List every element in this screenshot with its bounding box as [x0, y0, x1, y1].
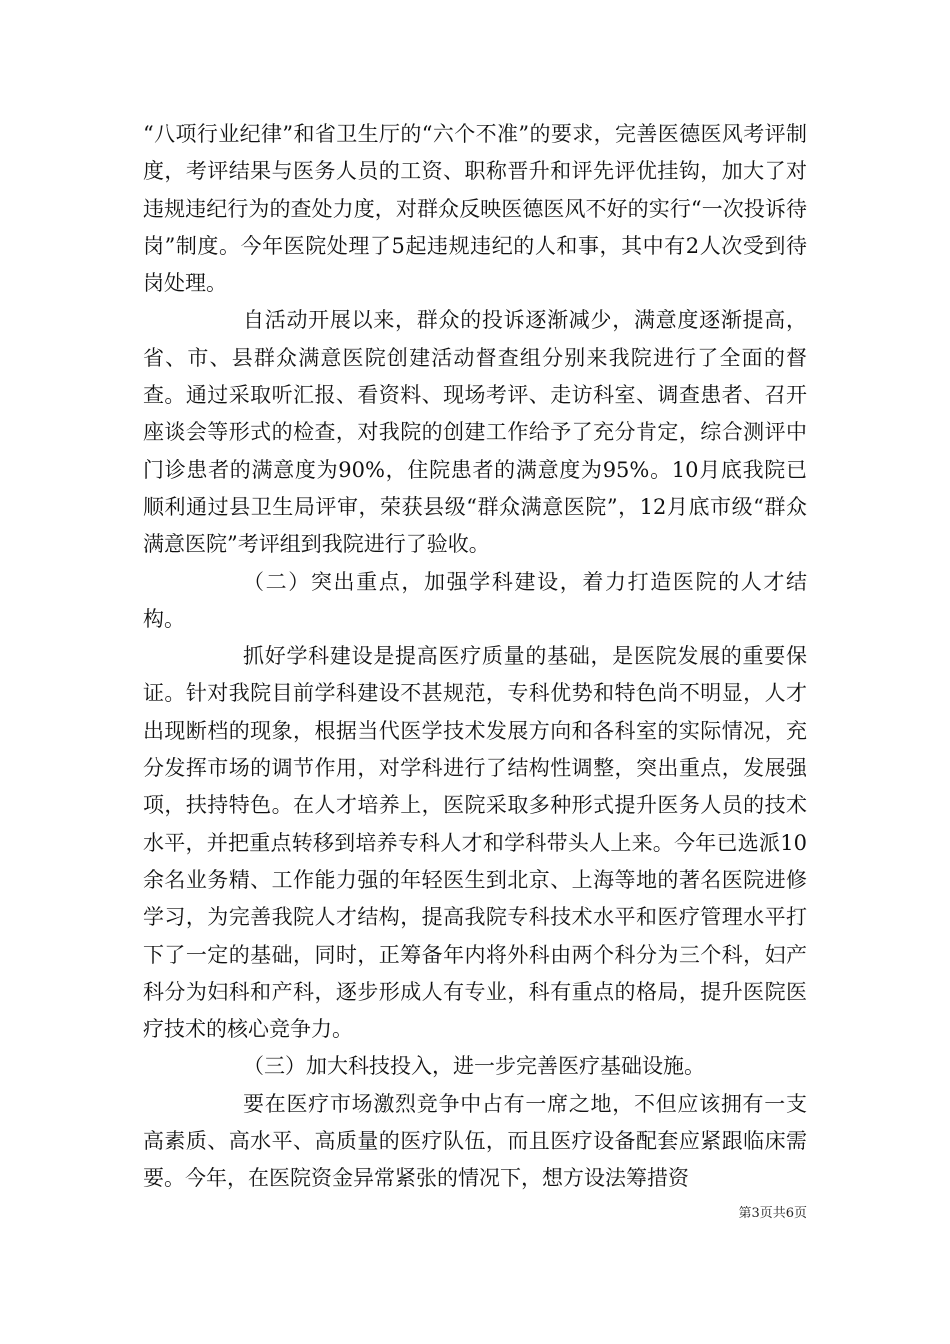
body-paragraph-3: 抓好学科建设是提高医疗质量的基础，是医院发展的重要保证。针对我院目前学科建设不甚规范，专科优势和特色尚不明显，人才出现断档的现象，根据当代医学技术发展方向和各科室的实际情况，充分发挥市场的调节作用，对学科进行了结构性调整，突出重点，发展强项，扶持特色。在人才培养上，医院采取多种形式提升医务人员的技术水平，并把重点转移到培养专科人才和学科带头人上来。今年已选派10余名业务精、工作能力强的年轻医生到北京、上海等地的著名医院进修学习，为完善我院人才结构，提高我院专科技术水平和医疗管理水平打下了一定的基础，同时，正筹备年内将外科由两个科分为三个科，妇产科分为妇科和产科，逐步形成人有专业，科有重点的格局，提升医院医疗技术的核心竞争力。 — [143, 644, 807, 1042]
section-heading-2: （二）突出重点，加强学科建设，着力打造医院的人才结构。 — [143, 569, 807, 631]
section-heading-3: （三）加大科技投入，进一步完善医疗基础设施。 — [243, 1054, 705, 1079]
page-number-footer: 第3页共6页 — [738, 1206, 807, 1221]
document-body — [143, 116, 807, 1198]
body-paragraph-1: “八项行业纪律”和省卫生厅的“六个不准”的要求，完善医德医风考评制度，考评结果与医务人员的工资、职称晋升和评先评优挂钩，加大了对违规违纪行为的查处力度，对群众反映医德医风不好的实行“一次投诉待岗”制度。今年医院处理了5起违规违纪的人和事，其中有2人次受到待岗处理。 — [143, 122, 807, 296]
body-paragraph-2: 自活动开展以来，群众的投诉逐渐减少，满意度逐渐提高，省、市、县群众满意医院创建活动督查组分别来我院进行了全面的督查。通过采取听汇报、看资料、现场考评、走访科室、调查患者、召开座谈会等形式的检查，对我院的创建工作给予了充分肯定，综合测评中门诊患者的满意度为90%，住院患者的满意度为95%。10月底我院已顺利通过县卫生局评审，荣获县级“群众满意医院”，12月底市级“群众满意医院”考评组到我院进行了验收。 — [143, 308, 807, 557]
body-paragraph-4: 要在医疗市场激烈竞争中占有一席之地，不但应该拥有一支高素质、高水平、高质量的医疗队伍，而且医疗设备配套应紧跟临床需要。今年，在医院资金异常紧张的情况下，想方设法筹措资 — [143, 1091, 807, 1191]
